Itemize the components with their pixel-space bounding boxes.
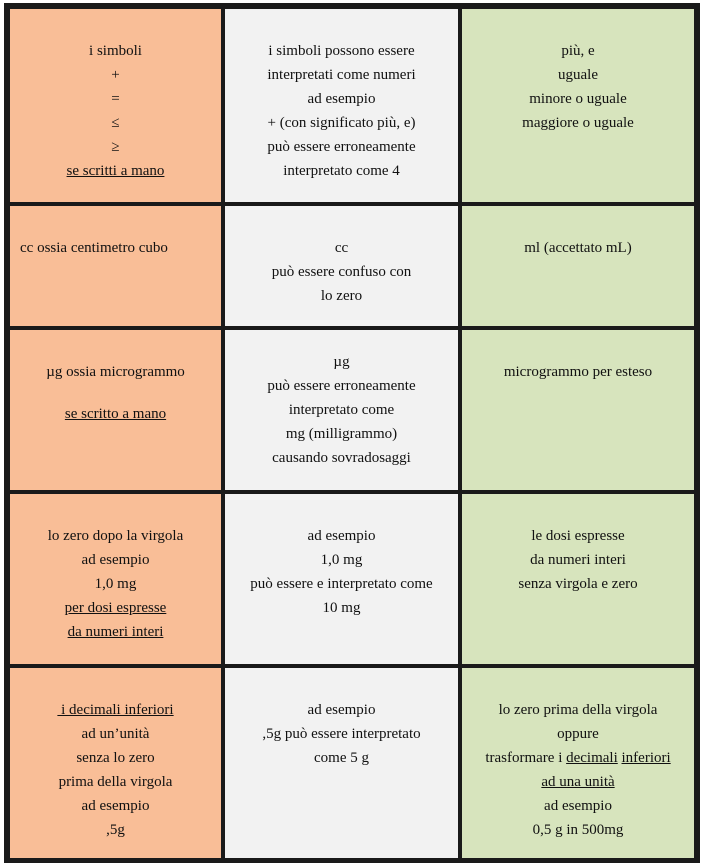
cell-line: +	[111, 67, 120, 83]
cell-line-underlined: se scritti a mano	[66, 163, 165, 179]
cell-line-underlined: ad una unità	[541, 774, 615, 790]
row2-reason-cell	[225, 206, 458, 326]
cell-line: maggiore o uguale	[522, 115, 634, 131]
recommendations-table	[4, 3, 700, 863]
cell-line: può essere erroneamente	[267, 139, 416, 155]
cell-line: i simboli	[89, 43, 142, 59]
row1-reason-cell	[225, 9, 458, 202]
cell-line-underlined: se scritto a mano	[64, 406, 167, 422]
row5-correct-cell	[462, 668, 694, 858]
cell-line: senza virgola e zero	[518, 576, 638, 592]
cell-line: mg (milligrammo)	[285, 426, 398, 442]
cell-line: cc	[334, 240, 349, 256]
cell-line: lo zero prima della virgola	[498, 702, 658, 718]
cell-line: prima della virgola	[58, 774, 173, 790]
row3-correct-cell	[462, 330, 694, 490]
cell-line: più, e	[561, 43, 595, 59]
cell-line-mixed	[462, 746, 694, 770]
cell-line: 1,0 mg	[320, 552, 363, 568]
cell-line: ad esempio	[307, 528, 376, 544]
row4-correct-cell	[462, 494, 694, 664]
cell-line: interpretati come numeri	[267, 67, 416, 83]
text-segment: trasformare i	[485, 750, 567, 766]
cell-line: i simboli possono essere	[268, 43, 415, 59]
cell-line: può essere confuso con	[271, 264, 412, 280]
cell-line: lo zero	[320, 288, 363, 304]
cell-line: ad esempio	[81, 552, 150, 568]
cell-line: ,5g può essere interpretato	[262, 726, 421, 742]
cell-line: + (con significato più, e)	[267, 115, 416, 131]
cell-line: senza lo zero	[76, 750, 155, 766]
cell-line: interpretato come 4	[283, 163, 400, 179]
cell-line: ≥	[111, 139, 120, 155]
text-segment-underlined: inferiori	[621, 750, 671, 766]
cell-line: ad esempio	[544, 798, 612, 814]
cell-line: uguale	[558, 67, 598, 83]
cell-line: può essere erroneamente	[267, 378, 416, 394]
cell-line: ml (accettato mL)	[524, 240, 632, 256]
cell-line-underlined: da numeri interi	[67, 624, 164, 640]
row4-error-cell	[10, 494, 221, 664]
cell-line: da numeri interi	[530, 552, 626, 568]
cell-line-underlined: i decimali inferiori	[57, 702, 174, 718]
cell-line: ad esempio	[307, 702, 376, 718]
row3-reason-cell	[225, 330, 458, 490]
row1-correct-cell	[462, 9, 694, 202]
cell-line: interpretato come	[288, 402, 395, 418]
text-segment-underlined: decimali	[566, 750, 618, 766]
cell-line: come 5 g	[314, 750, 369, 766]
cell-line: 10 mg	[322, 600, 361, 616]
row5-error-cell	[10, 668, 221, 858]
cell-line: =	[111, 91, 120, 107]
cell-line: µg ossia microgrammo	[46, 364, 185, 380]
cell-line: ad un’unità	[81, 726, 150, 742]
cell-line: lo zero dopo la virgola	[47, 528, 184, 544]
spacer	[10, 384, 221, 402]
cell-line: ,5g	[106, 822, 125, 838]
cell-line: può essere e interpretato come	[250, 576, 433, 592]
row4-reason-cell	[225, 494, 458, 664]
cell-line: ≤	[111, 115, 120, 131]
cell-line: oppure	[557, 726, 599, 742]
cell-line: 0,5 g in 500mg	[532, 822, 624, 838]
row2-correct-cell	[462, 206, 694, 326]
cell-line: ad esempio	[81, 798, 150, 814]
cell-line: µg	[333, 354, 350, 370]
row3-error-cell	[10, 330, 221, 490]
cell-line: 1,0 mg	[94, 576, 137, 592]
cell-line: le dosi espresse	[531, 528, 625, 544]
cell-line-underlined: per dosi espresse	[64, 600, 167, 616]
cell-line: ad esempio	[307, 91, 376, 107]
row5-reason-cell	[225, 668, 458, 858]
cell-line: microgrammo per esteso	[503, 364, 653, 380]
cell-line: causando sovradosaggi	[272, 450, 411, 466]
row2-error-cell	[10, 206, 221, 326]
cell-line: minore o uguale	[529, 91, 627, 107]
cell-line: cc ossia centimetro cubo	[20, 240, 168, 256]
row1-error-cell	[10, 9, 221, 202]
